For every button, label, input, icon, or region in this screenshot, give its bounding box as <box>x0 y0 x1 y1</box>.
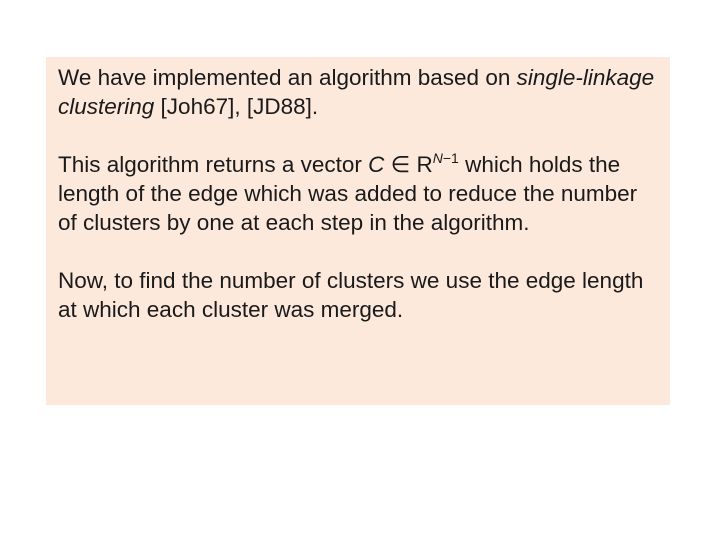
intro-text-start: We have implemented an algorithm based on <box>58 65 517 90</box>
vector-variable-c: C <box>368 152 385 177</box>
paragraph-vector <box>58 150 658 237</box>
conclusion-text: Now, to find the number of clusters we use the edge length at which each cluster was merged. <box>58 268 644 322</box>
vector-text-end: which holds the length of the edge which was added to reduce the number of clusters by one at each step in the algorithm. <box>58 152 638 235</box>
superscript-n: N <box>432 150 443 166</box>
vector-text-start: This algorithm returns a vector <box>58 152 369 177</box>
dimension-superscript <box>433 150 459 166</box>
intro-citations: [Joh67], [JD88]. <box>154 94 319 119</box>
paragraph-conclusion <box>58 266 658 324</box>
paragraph-intro <box>58 63 658 121</box>
superscript-minus-one: −1 <box>442 150 459 166</box>
text-box <box>46 57 670 405</box>
intro-italic-term: single-linkage clustering <box>58 65 655 119</box>
element-of-reals: ∈ R <box>384 152 433 177</box>
